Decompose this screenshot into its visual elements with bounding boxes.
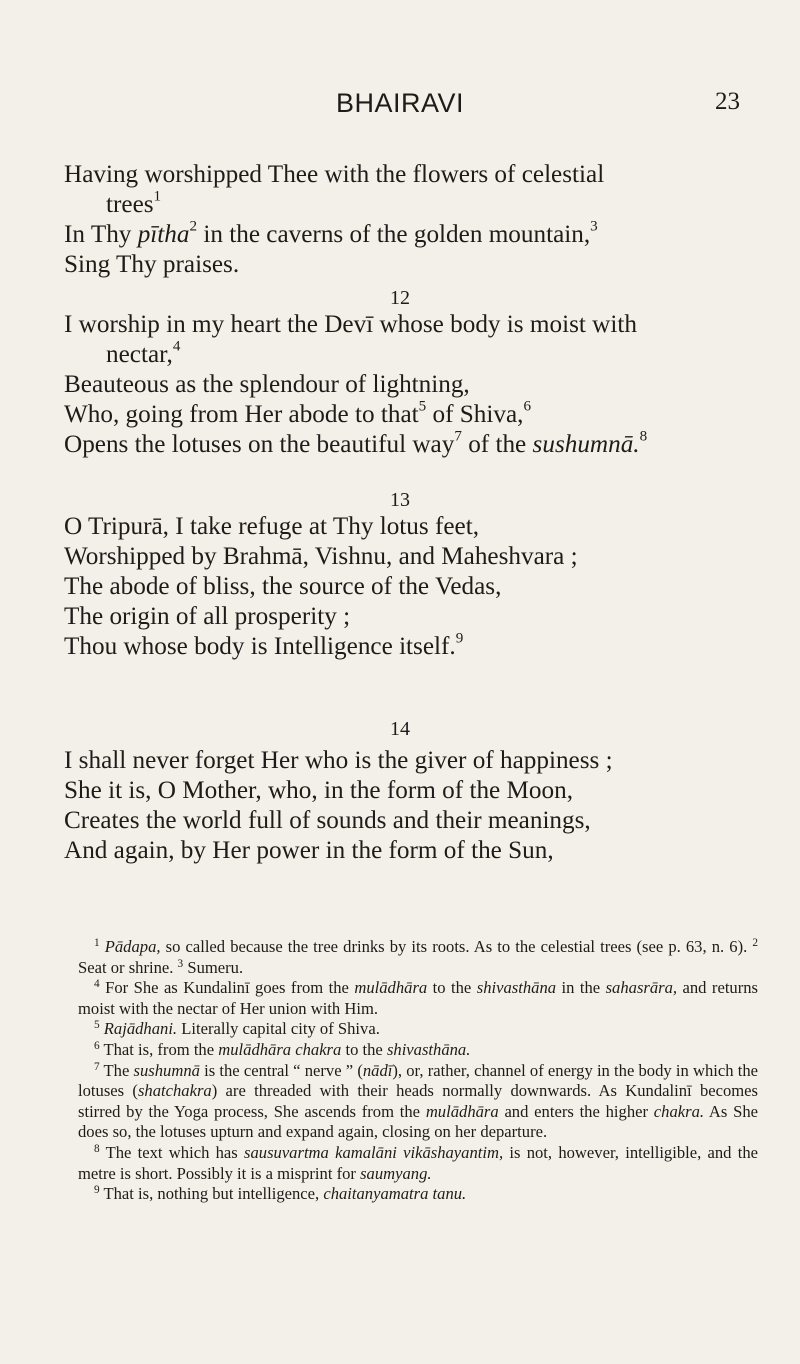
running-head: [0, 84, 800, 124]
footnote-ref: 3: [590, 218, 598, 235]
footnote: $^6$ That is, from the mulādhāra chakra to the shivasthāna.: [94, 1039, 471, 1059]
verse-line: Having worshipped Thee with the flowers of celestial: [64, 161, 605, 188]
footnote-ref: 8: [639, 428, 648, 445]
footnote: $^1$ Pādapa, so called because the tree drinks by its roots. As to the celestial trees (see p. 63, n. 6). $^2$ Seat or shrine. $^3$ Sumeru.: [78, 936, 758, 977]
verse-line: I shall never forget Her who is the giver of happiness ;: [64, 747, 613, 774]
footnote-ref: 9: [455, 630, 464, 647]
verse-line: trees$^1$: [106, 188, 162, 218]
verse-12: [64, 310, 754, 460]
verse-line: And again, by Her power in the form of the Sun,: [64, 837, 554, 864]
footnote: $^5$ Rajādhani. Literally capital city of Shiva.: [94, 1019, 380, 1039]
footnote-ref: 1: [153, 188, 162, 205]
verse-line: nectar,$^4$: [106, 338, 181, 368]
verse-11: [64, 160, 754, 280]
verse-line: Thou whose body is Intelligence itself.$^9$: [64, 630, 464, 660]
footnote-ref: 2: [189, 218, 198, 235]
footnote: $^7$ The sushumnā is the central “ nerve ” (nādī), or, rather, channel of energy in the body in which the lotuses (shatchakra) are threaded with their heads normally downwards. As Kundalinī becomes stirred by the Yoga process, She ascends from the mulādhāra and enters the higher chakra. As She does so, the lotuses upturn and expand again, closing on her departure.: [78, 1060, 759, 1142]
footnotes: [78, 937, 758, 1205]
running-title: BHAIRAVI: [335, 88, 465, 118]
footnote-ref: 7: [454, 428, 462, 445]
footnote: $^8$ The text which has sausuvartma kamalāni vikāshayantim, is not, however, intelligible, and the metre is short. Possibly it is a misprint for saumyang.: [78, 1142, 759, 1183]
footnote-ref: 6: [523, 398, 532, 415]
verse-line: O Tripurā, I take refuge at Thy lotus feet,: [64, 513, 480, 540]
verse-line: Opens the lotuses on the beautiful way$^7$ of the sushumnā.$^8$: [64, 428, 648, 458]
verse-line: In Thy pītha$^2$ in the caverns of the golden mountain,$^3$: [64, 218, 598, 248]
verse-line: The abode of bliss, the source of the Vedas,: [64, 573, 502, 600]
verse-line: Sing Thy praises.: [64, 251, 240, 278]
verse-14: [64, 746, 754, 866]
verse-line: Beauteous as the splendour of lightning,: [64, 371, 470, 398]
verse-number: 14: [390, 718, 410, 740]
verse-line: The origin of all prosperity ;: [64, 603, 351, 630]
footnote: $^4$ For She as Kundalinī goes from the mulādhāra to the shivasthāna in the sahasrāra, and returns moist with the nectar of Her union with Him.: [78, 977, 759, 1018]
verse-number: 13: [390, 489, 410, 511]
verse-number: 12: [390, 287, 410, 309]
page-number: 23: [715, 88, 740, 115]
footnote-ref: 4: [172, 338, 181, 355]
verse-line: She it is, O Mother, who, in the form of the Moon,: [64, 777, 573, 804]
verse-line: I worship in my heart the Devī whose body is moist with: [64, 311, 637, 338]
verse-line: Who, going from Her abode to that$^5$ of Shiva,$^6$: [64, 398, 532, 428]
footnote: $^9$ That is, nothing but intelligence, chaitanyamatra tanu.: [94, 1183, 467, 1204]
footnote-ref: 5: [418, 398, 427, 415]
verse-line: Worshipped by Brahmā, Vishnu, and Maheshvara ;: [64, 543, 578, 570]
verse-13: [64, 512, 754, 662]
verse-line: Creates the world full of sounds and their meanings,: [64, 807, 591, 834]
